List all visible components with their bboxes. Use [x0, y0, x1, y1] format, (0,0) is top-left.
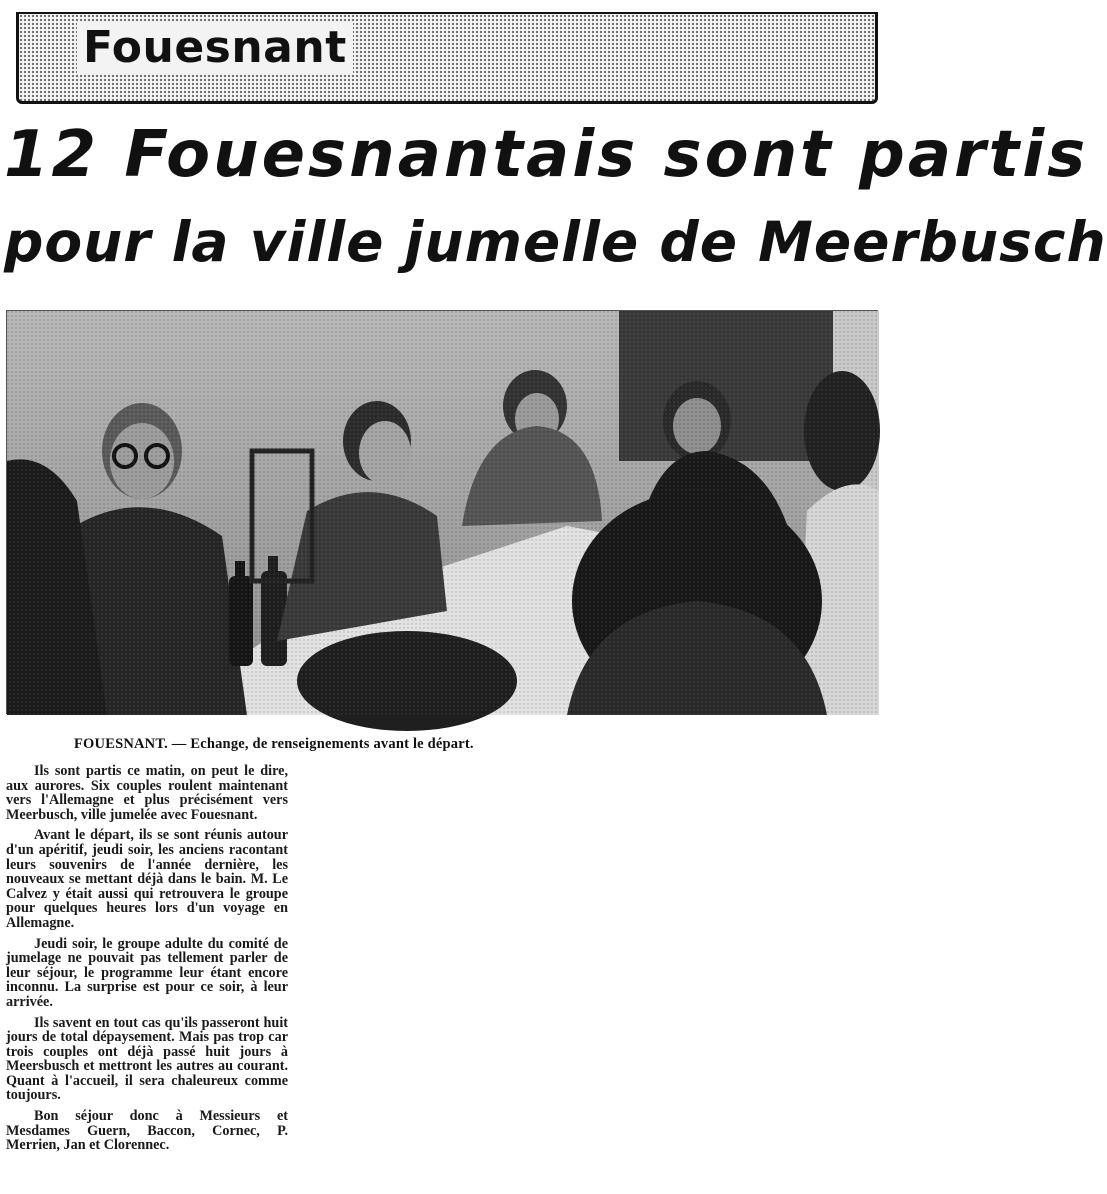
article-paragraph: Bon séjour donc à Messieurs et Mesdames Guern, Baccon, Cornec, P. Merrien, Jan et Clorennec.: [6, 1108, 288, 1154]
headline-line-2: pour la ville jumelle de Meerbusch: [4, 210, 1107, 274]
section-label: Fouesnant: [77, 22, 353, 73]
headline-line-1: 12 Fouesnantais sont partis: [4, 118, 1089, 192]
article-body: [6, 764, 288, 1159]
article-paragraph: Ils savent en tout cas qu'ils passeront huit jours de total dépaysement. Mais pas trop car trois couples ont déjà passé huit jours à Meersbusch et mettront les autres au courant. Quant à l'accueil, il sera chaleureux comme toujours.: [6, 1014, 288, 1104]
news-photo: [6, 310, 878, 714]
section-banner: [16, 12, 878, 104]
photo-caption: FOUESNANT. — Echange, de renseignements avant le départ.: [74, 736, 474, 752]
article-paragraph: Avant le départ, ils se sont réunis autour d'un apéritif, jeudi soir, les anciens racontant leurs souvenirs de l'année dernière, les nouveaux se mettant déjà dans le bain. M. Le Calvez y était aussi qui retrouvera le groupe pour quelques heures lors d'un voyage en Allemagne.: [6, 827, 288, 931]
article-paragraph: Ils sont partis ce matin, on peut le dire, aux aurores. Six couples roulent maintenant vers l'Allemagne et plus précisément vers Meerbusch, ville jumelée avec Fouesnant.: [6, 763, 288, 823]
article-paragraph: Jeudi soir, le groupe adulte du comité de jumelage ne pouvait pas tellement parler de leur séjour, le programme leur étant encore inconnu. La surprise est pour ce soir, à leur arrivée.: [6, 935, 288, 1010]
